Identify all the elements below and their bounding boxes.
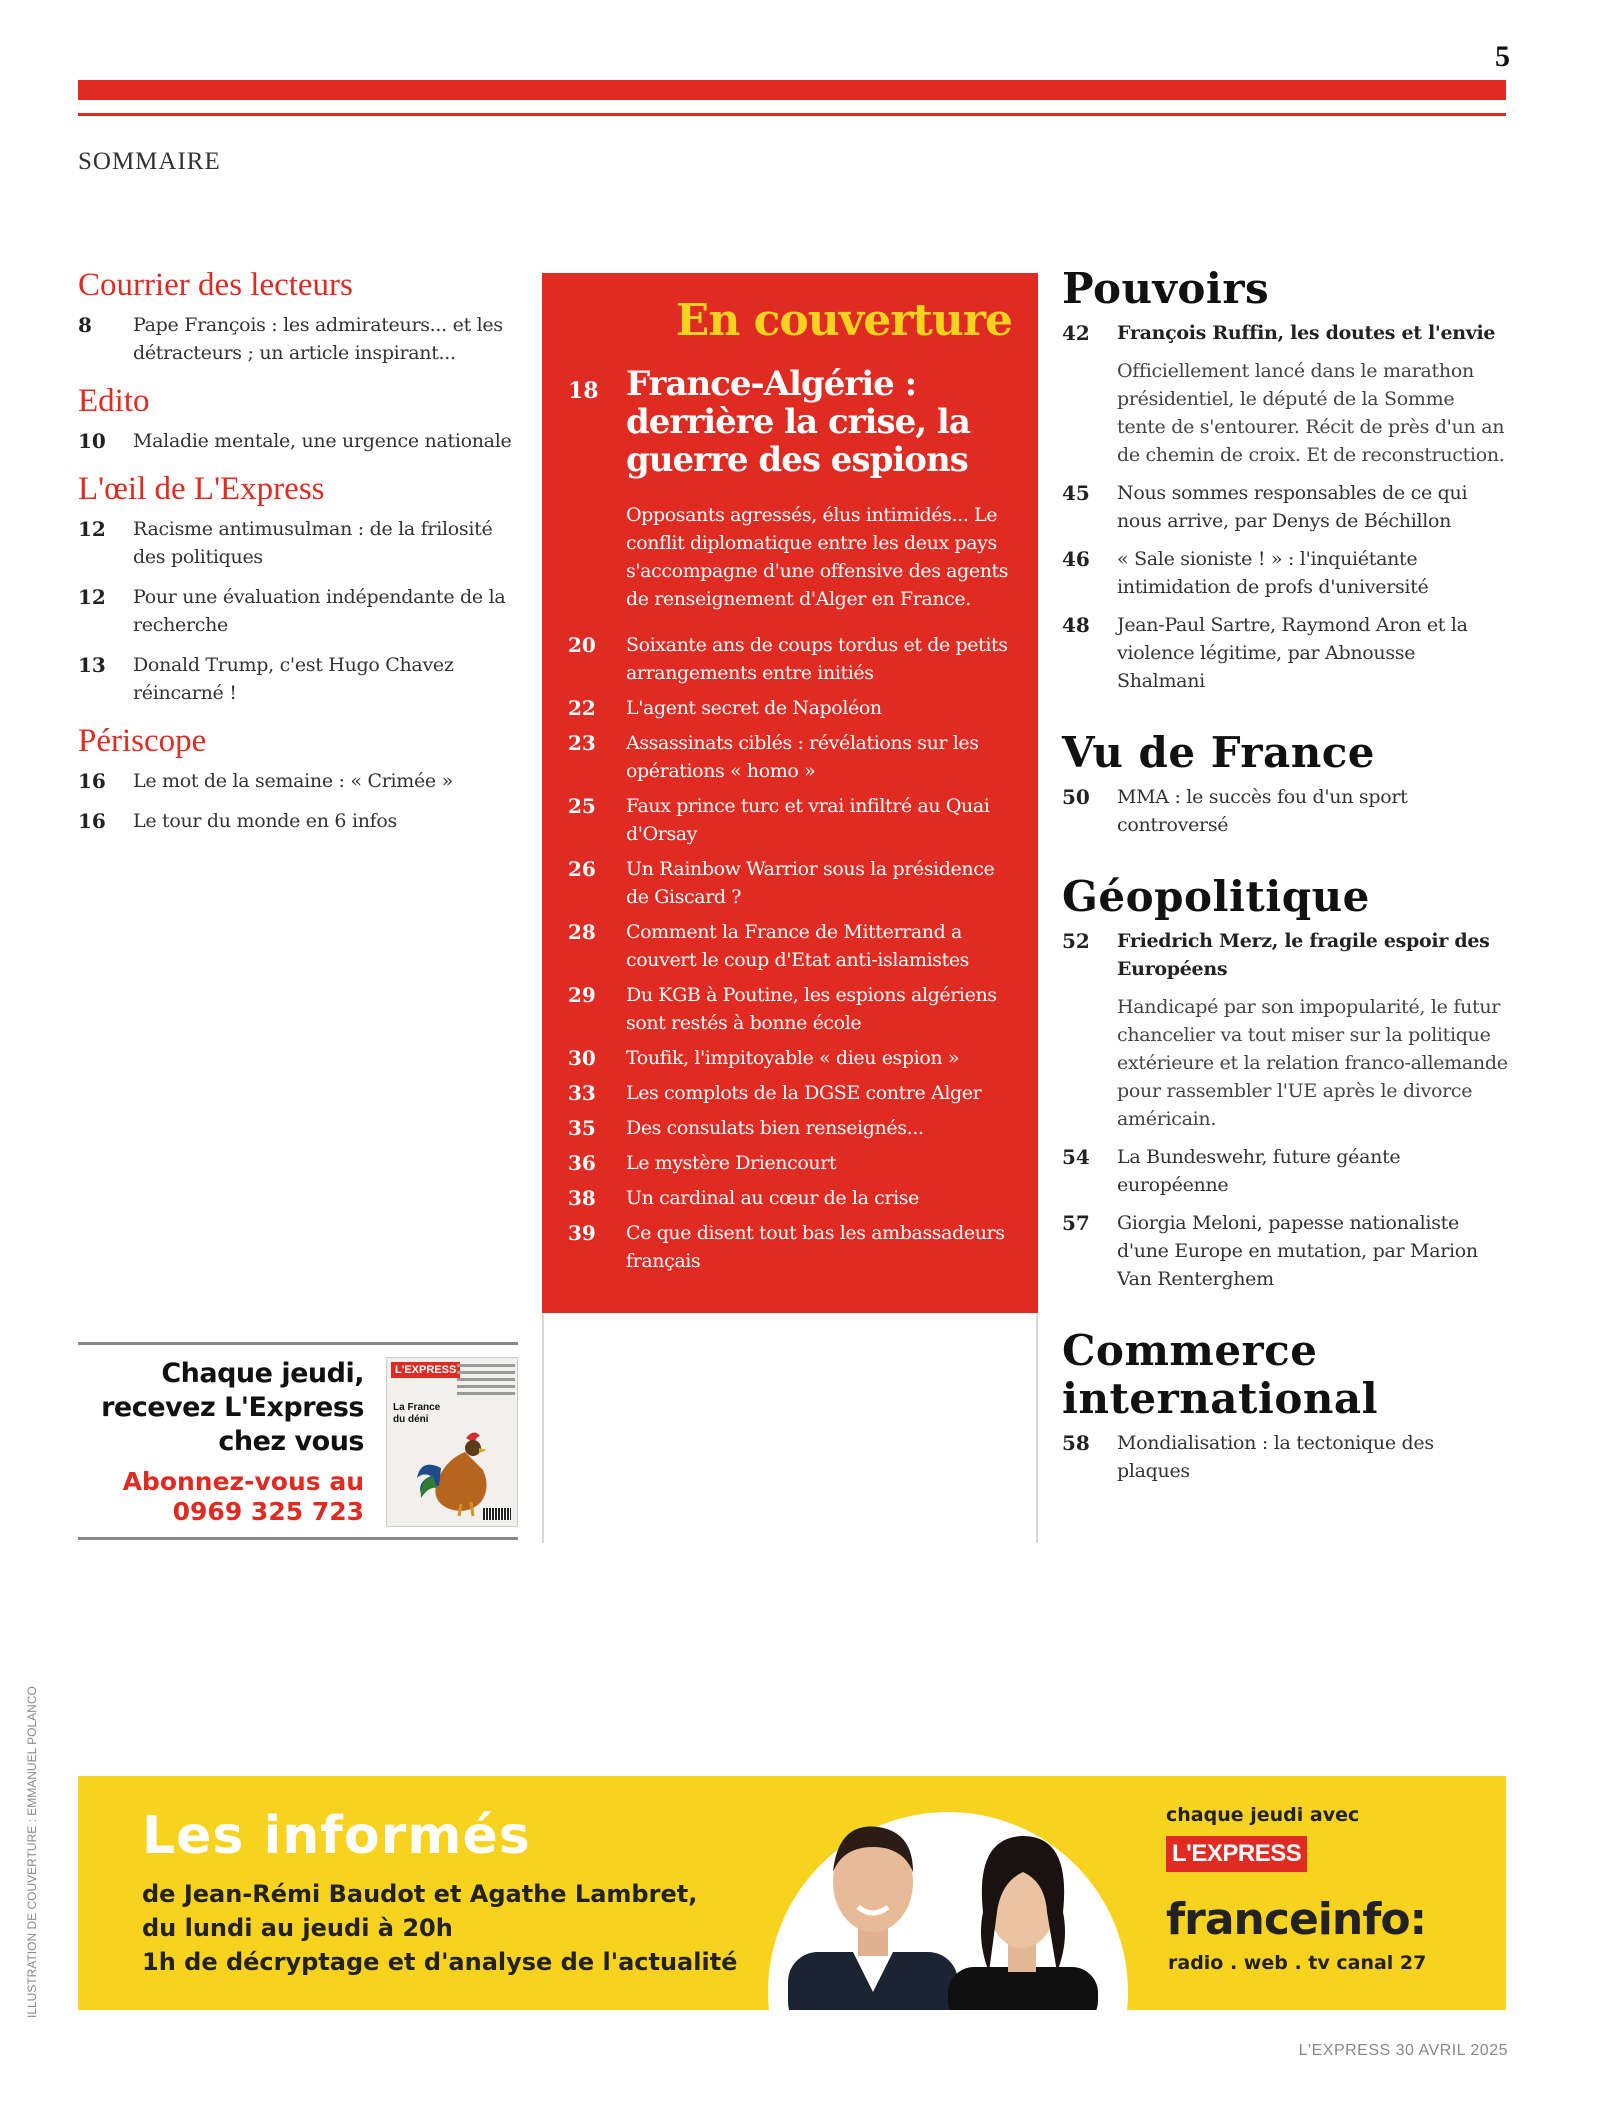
section-title: Courrier des lecteurs xyxy=(78,267,353,303)
entry-text: Un Rainbow Warrior sous la présidence de Giscard ? xyxy=(626,858,995,908)
page-ref: 33 xyxy=(568,1081,596,1105)
page-ref: 54 xyxy=(1062,1145,1090,1169)
right-column xyxy=(1062,265,1508,1519)
entry-text: Donald Trump, c'est Hugo Chavez réincarné ! xyxy=(133,654,454,704)
subscription-text xyxy=(78,1357,364,1527)
cover-main-title: France-Algérie : derrière la crise, la guerre des espions xyxy=(626,364,970,480)
toc-entry[interactable] xyxy=(78,583,518,639)
page-ref: 23 xyxy=(568,731,596,755)
section-1 xyxy=(1062,729,1508,839)
section-label: SOMMAIRE xyxy=(78,148,221,175)
entry-text: Soixante ans de coups tordus et de petits arrangements entre initiés xyxy=(626,634,1008,684)
rooster-illustration xyxy=(411,1418,511,1518)
entry-text: Nous sommes responsables de ce qui nous arrive, par Denys de Béchillon xyxy=(1117,482,1468,532)
page-ref: 22 xyxy=(568,696,596,720)
page-ref: 16 xyxy=(78,809,106,833)
promo-banner[interactable] xyxy=(78,1776,1506,2010)
page-ref: 38 xyxy=(568,1186,596,1210)
page-ref: 57 xyxy=(1062,1211,1090,1235)
page-ref: 42 xyxy=(1062,321,1090,345)
toc-entry[interactable] xyxy=(1062,1209,1508,1293)
cover-main-entry[interactable] xyxy=(568,365,1012,479)
barcode xyxy=(483,1508,511,1520)
entry-text: Du KGB à Poutine, les espions algériens sont restés à bonne école xyxy=(626,984,997,1034)
magazine-logo: L'EXPRESS xyxy=(391,1362,460,1378)
page-ref: 50 xyxy=(1062,785,1090,809)
entry-text: Un cardinal au cœur de la crise xyxy=(626,1187,919,1209)
subscription-line: recevez L'Express xyxy=(101,1392,364,1423)
section-title: Périscope xyxy=(78,723,207,759)
franceinfo-channels: radio . web . tv canal 27 xyxy=(1168,1952,1427,1974)
entry-text: Ce que disent tout bas les ambassadeurs français xyxy=(626,1222,1005,1272)
cover-lead: Opposants agressés, élus intimidés... Le conflit diplomatique entre les deux pays s'accompagne d'une offensive des agents de renseignement d'Alger en France. xyxy=(626,504,1009,610)
cover-story-box xyxy=(542,273,1038,1313)
cover-credit xyxy=(24,1686,64,2018)
cover-heading: En couverture xyxy=(675,295,1012,346)
page-ref: 12 xyxy=(78,585,106,609)
toc-entry[interactable] xyxy=(1062,479,1508,535)
section-2 xyxy=(1062,873,1508,1293)
toc-entry[interactable] xyxy=(1062,611,1508,695)
entry-text: Assassinats ciblés : révélations sur les opérations « homo » xyxy=(626,732,979,782)
entry-text: Mondialisation : la tectonique des plaques xyxy=(1117,1432,1434,1482)
banner-line: 1h de décryptage et d'analyse de l'actualité xyxy=(142,1948,738,1976)
toc-entry[interactable] xyxy=(1062,1429,1508,1485)
page-ref: 39 xyxy=(568,1221,596,1245)
entry-text: Racisme antimusulman : de la frilosité des politiques xyxy=(133,518,493,568)
magazine-title: La France du déni xyxy=(393,1402,441,1425)
page-ref: 20 xyxy=(568,633,596,657)
page-ref: 26 xyxy=(568,857,596,881)
subscription-phone[interactable]: 0969 325 723 xyxy=(172,1497,364,1526)
entry-text: Pour une évaluation indépendante de la recherche xyxy=(133,586,506,636)
subscription-call: Abonnez-vous au xyxy=(122,1467,364,1496)
page-ref: 30 xyxy=(568,1046,596,1070)
section-title: Edito xyxy=(78,383,150,419)
toc-entry[interactable] xyxy=(1062,783,1508,839)
entry-text: Les complots de la DGSE contre Alger xyxy=(626,1082,982,1104)
section-title: L'œil de L'Express xyxy=(78,471,325,507)
entry-text: Des consulats bien renseignés... xyxy=(626,1117,924,1139)
page-ref: 58 xyxy=(1062,1431,1090,1455)
subscription-box[interactable] xyxy=(78,1342,518,1540)
entry-text: L'agent secret de Napoléon xyxy=(626,697,882,719)
page-ref: 29 xyxy=(568,983,596,1007)
entry-text: Toufik, l'impitoyable « dieu espion » xyxy=(626,1047,960,1069)
page-number: 5 xyxy=(1495,40,1510,73)
cover-entry[interactable] xyxy=(568,855,1012,911)
magazine-headlines xyxy=(457,1364,515,1399)
toc-entry[interactable] xyxy=(1062,545,1508,601)
entry-lead: Officiellement lancé dans le marathon présidentiel, le député de la Somme tente de s'entourer. Récit de près d'un an de chemin de croix. Et de reconstruction. xyxy=(1117,360,1505,466)
entry-text: Jean-Paul Sartre, Raymond Aron et la violence légitime, par Abnousse Shalmani xyxy=(1117,614,1468,692)
section-oeil xyxy=(78,469,518,707)
cover-entry[interactable] xyxy=(568,1149,1012,1177)
cover-entry[interactable] xyxy=(568,981,1012,1037)
entry-text: Pape François : les admirateurs... et les détracteurs ; un article inspirant... xyxy=(133,314,503,364)
toc-entry[interactable] xyxy=(1062,927,1508,983)
cover-entry-list xyxy=(568,631,1012,1275)
entry-text: Le tour du monde en 6 infos xyxy=(133,810,397,832)
entry-text: Le mystère Driencourt xyxy=(626,1152,837,1174)
cover-entry[interactable] xyxy=(568,792,1012,848)
entry-text: Maladie mentale, une urgence nationale xyxy=(133,430,512,452)
toc-entry[interactable] xyxy=(1062,1143,1508,1199)
entry-text: MMA : le succès fou d'un sport controversé xyxy=(1117,786,1408,836)
subscription-line: chez vous xyxy=(218,1426,364,1457)
header-red-line xyxy=(78,113,1506,116)
section-3 xyxy=(1062,1327,1508,1485)
page-ref: 16 xyxy=(78,769,106,793)
toc-entry[interactable] xyxy=(78,311,518,367)
toc-entry[interactable] xyxy=(78,651,518,707)
banner-partner-text: chaque jeudi avec xyxy=(1166,1804,1360,1826)
banner-line: de Jean-Rémi Baudot et Agathe Lambret, xyxy=(142,1880,698,1908)
cover-entry[interactable] xyxy=(568,1114,1012,1142)
page-ref: 35 xyxy=(568,1116,596,1140)
cover-entry[interactable] xyxy=(568,729,1012,785)
toc-entry[interactable] xyxy=(78,427,518,455)
page-ref: 10 xyxy=(78,429,106,453)
entry-text: « Sale sioniste ! » : l'inquiétante intimidation de profs d'université xyxy=(1117,548,1429,598)
toc-entry[interactable] xyxy=(78,515,518,571)
page-ref: 36 xyxy=(568,1151,596,1175)
section-0 xyxy=(1062,265,1508,695)
franceinfo-logo: franceinfo: xyxy=(1166,1894,1427,1945)
section-title: Géopolitique xyxy=(1062,872,1370,921)
header-red-bar xyxy=(78,80,1506,100)
cover-entry[interactable] xyxy=(568,1184,1012,1212)
banner-line: du lundi au jeudi à 20h xyxy=(142,1914,453,1942)
lexpress-logo: L'EXPRESS xyxy=(1166,1836,1307,1872)
cover-entry[interactable] xyxy=(568,1044,1012,1072)
section-courrier xyxy=(78,265,518,367)
entry-text: Faux prince turc et vrai infiltré au Quai d'Orsay xyxy=(626,795,990,845)
hosts-photo xyxy=(758,1792,1138,2010)
section-title: Pouvoirs xyxy=(1062,264,1270,313)
section-title: Vu de France xyxy=(1062,728,1376,777)
cover-entry[interactable] xyxy=(568,1079,1012,1107)
page-footer: L'EXPRESS 30 AVRIL 2025 xyxy=(1298,2042,1508,2059)
page-ref: 46 xyxy=(1062,547,1090,571)
center-column-rule xyxy=(542,1313,1038,1543)
cover-entry[interactable] xyxy=(568,918,1012,974)
page-ref: 18 xyxy=(568,378,599,404)
page-ref: 25 xyxy=(568,794,596,818)
entry-text: Friedrich Merz, le fragile espoir des Européens xyxy=(1117,930,1490,980)
cover-entry[interactable] xyxy=(568,694,1012,722)
section-title: Commerce international xyxy=(1062,1326,1379,1423)
page-ref: 52 xyxy=(1062,929,1090,953)
section-periscope xyxy=(78,721,518,835)
entry-text: Le mot de la semaine : « Crimée » xyxy=(133,770,453,792)
cover-credit-text: ILLUSTRATION DE COUVERTURE : EMMANUEL POLANCO xyxy=(25,1686,39,2018)
section-edito xyxy=(78,381,518,455)
left-column xyxy=(78,265,518,849)
entry-text: Giorgia Meloni, papesse nationaliste d'une Europe en mutation, par Marion Van Renterghem xyxy=(1117,1212,1478,1290)
page-ref: 28 xyxy=(568,920,596,944)
toc-entry[interactable] xyxy=(78,807,518,835)
entry-text: François Ruffin, les doutes et l'envie xyxy=(1117,322,1496,344)
page-ref: 13 xyxy=(78,653,106,677)
page-ref: 48 xyxy=(1062,613,1090,637)
banner-title: Les informés xyxy=(142,1806,531,1866)
entry-text: La Bundeswehr, future géante européenne xyxy=(1117,1146,1401,1196)
toc-entry[interactable] xyxy=(1062,319,1508,347)
page-ref: 12 xyxy=(78,517,106,541)
cover-entry[interactable] xyxy=(568,631,1012,687)
cover-entry[interactable] xyxy=(568,1219,1012,1275)
magazine-cover-thumbnail xyxy=(386,1357,518,1527)
entry-text: Comment la France de Mitterrand a couvert le coup d'Etat anti-islamistes xyxy=(626,921,970,971)
entry-lead: Handicapé par son impopularité, le futur chancelier va tout miser sur la politique extérieure et la relation franco-allemande pour rassembler l'UE après le divorce américain. xyxy=(1117,996,1508,1130)
toc-entry[interactable] xyxy=(78,767,518,795)
page-ref: 8 xyxy=(78,313,92,337)
page-ref: 45 xyxy=(1062,481,1090,505)
subscription-line: Chaque jeudi, xyxy=(161,1358,364,1389)
